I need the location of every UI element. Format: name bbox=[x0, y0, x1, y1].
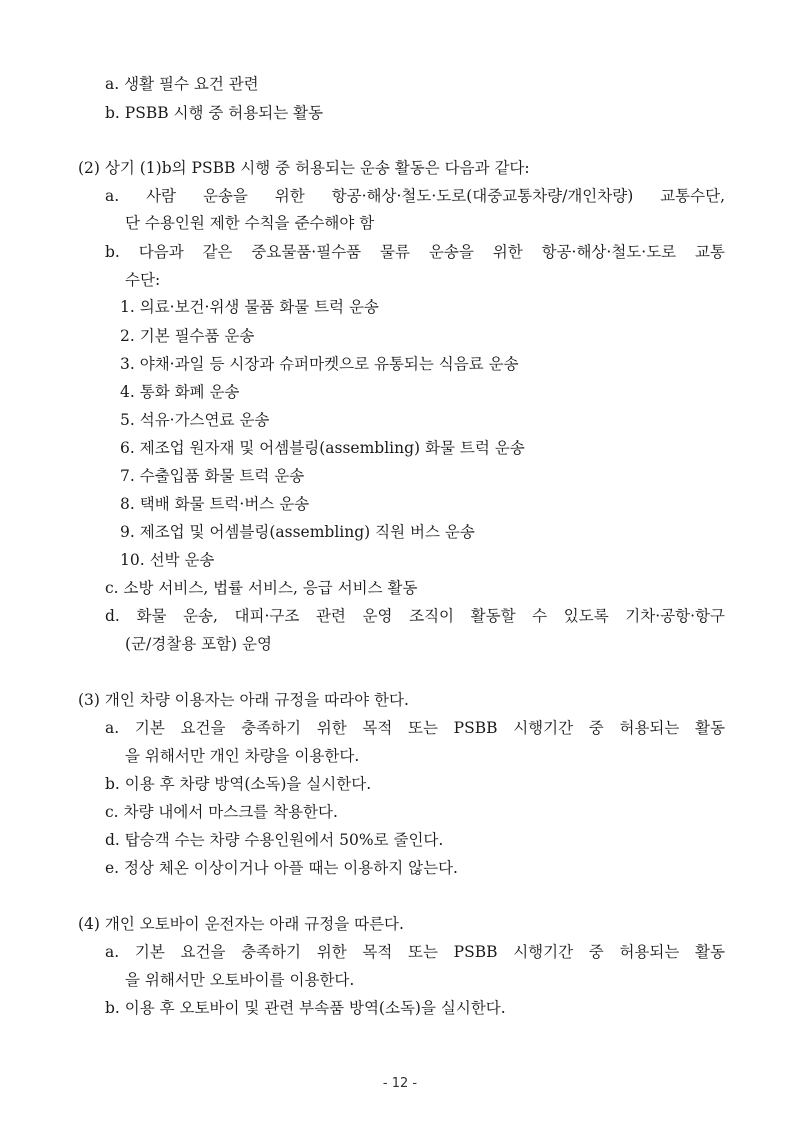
section-2-item-c: c. 소방 서비스, 법률 서비스, 응급 서비스 활동 bbox=[105, 579, 418, 597]
transport-list-item: 2. 기본 필수품 운송 bbox=[120, 327, 255, 345]
section-4-item-a-line2: 을 위해서만 오토바이를 이용한다. bbox=[125, 971, 355, 989]
transport-list-item: 6. 제조업 원자재 및 어셈블링(assembling) 화물 트럭 운송 bbox=[120, 439, 525, 457]
section-4-item-a-line1: a. 기본 요건을 충족하기 위한 목적 또는 PSBB 시행기간 중 허용되는 활동 bbox=[105, 943, 725, 961]
section-3-item-e: e. 정상 체온 이상이거나 아플 때는 이용하지 않는다. bbox=[105, 859, 458, 877]
transport-list-item: 7. 수출입품 화물 트럭 운송 bbox=[120, 467, 305, 485]
section-3-item-b: b. 이용 후 차량 방역(소독)을 실시한다. bbox=[105, 775, 372, 793]
intro-item-b: b. PSBB 시행 중 허용되는 활동 bbox=[105, 104, 324, 122]
section-2-heading: (2) 상기 (1)b의 PSBB 시행 중 허용되는 운송 활동은 다음과 같다: bbox=[78, 159, 530, 177]
page-number: - 12 - bbox=[382, 1076, 418, 1091]
section-4-heading: (4) 개인 오토바이 운전자는 아래 규정을 따른다. bbox=[78, 915, 404, 933]
transport-list-item: 8. 택배 화물 트럭·버스 운송 bbox=[120, 495, 310, 513]
section-3-item-d: d. 탑승객 수는 차량 수용인원에서 50%로 줄인다. bbox=[105, 831, 444, 849]
transport-list-item: 10. 선박 운송 bbox=[120, 551, 215, 569]
section-2-item-b-line2: 수단: bbox=[125, 271, 161, 289]
transport-list-item: 5. 석유·가스연료 운송 bbox=[120, 411, 270, 429]
section-3-heading: (3) 개인 차량 이용자는 아래 규정을 따라야 한다. bbox=[78, 691, 409, 709]
section-2-item-a-line1: a. 사람 운송을 위한 항공·해상·철도·도로(대중교통차량/개인차량) 교통수단, bbox=[105, 187, 725, 205]
section-3-item-c: c. 차량 내에서 마스크를 착용한다. bbox=[105, 803, 338, 821]
section-4-item-b: b. 이용 후 오토바이 및 관련 부속품 방역(소독)을 실시한다. bbox=[105, 999, 506, 1017]
transport-list-item: 1. 의료·보건·위생 물품 화물 트럭 운송 bbox=[120, 298, 379, 316]
transport-list-item: 9. 제조업 및 어셈블링(assembling) 직원 버스 운송 bbox=[120, 523, 475, 541]
section-3-item-a-line2: 을 위해서만 개인 차량을 이용한다. bbox=[125, 747, 360, 765]
section-2-item-b-line1: b. 다음과 같은 중요물품·필수품 물류 운송을 위한 항공·해상·철도·도로 교통 bbox=[105, 243, 725, 261]
section-2-item-a-line2: 단 수용인원 제한 수칙을 준수해야 함 bbox=[125, 214, 375, 232]
section-3-item-a-line1: a. 기본 요건을 충족하기 위한 목적 또는 PSBB 시행기간 중 허용되는 활동 bbox=[105, 719, 725, 737]
intro-item-a: a. 생활 필수 요건 관련 bbox=[105, 75, 259, 93]
section-2-item-d-line2: (군/경찰용 포함) 운영 bbox=[125, 635, 272, 653]
transport-list-item: 3. 야채·과일 등 시장과 슈퍼마켓으로 유통되는 식음료 운송 bbox=[120, 355, 519, 373]
section-2-item-d-line1: d. 화물 운송, 대피·구조 관련 운영 조직이 활동할 수 있도록 기차·공항·항구 bbox=[105, 607, 725, 625]
transport-list-item: 4. 통화 화폐 운송 bbox=[120, 383, 240, 401]
